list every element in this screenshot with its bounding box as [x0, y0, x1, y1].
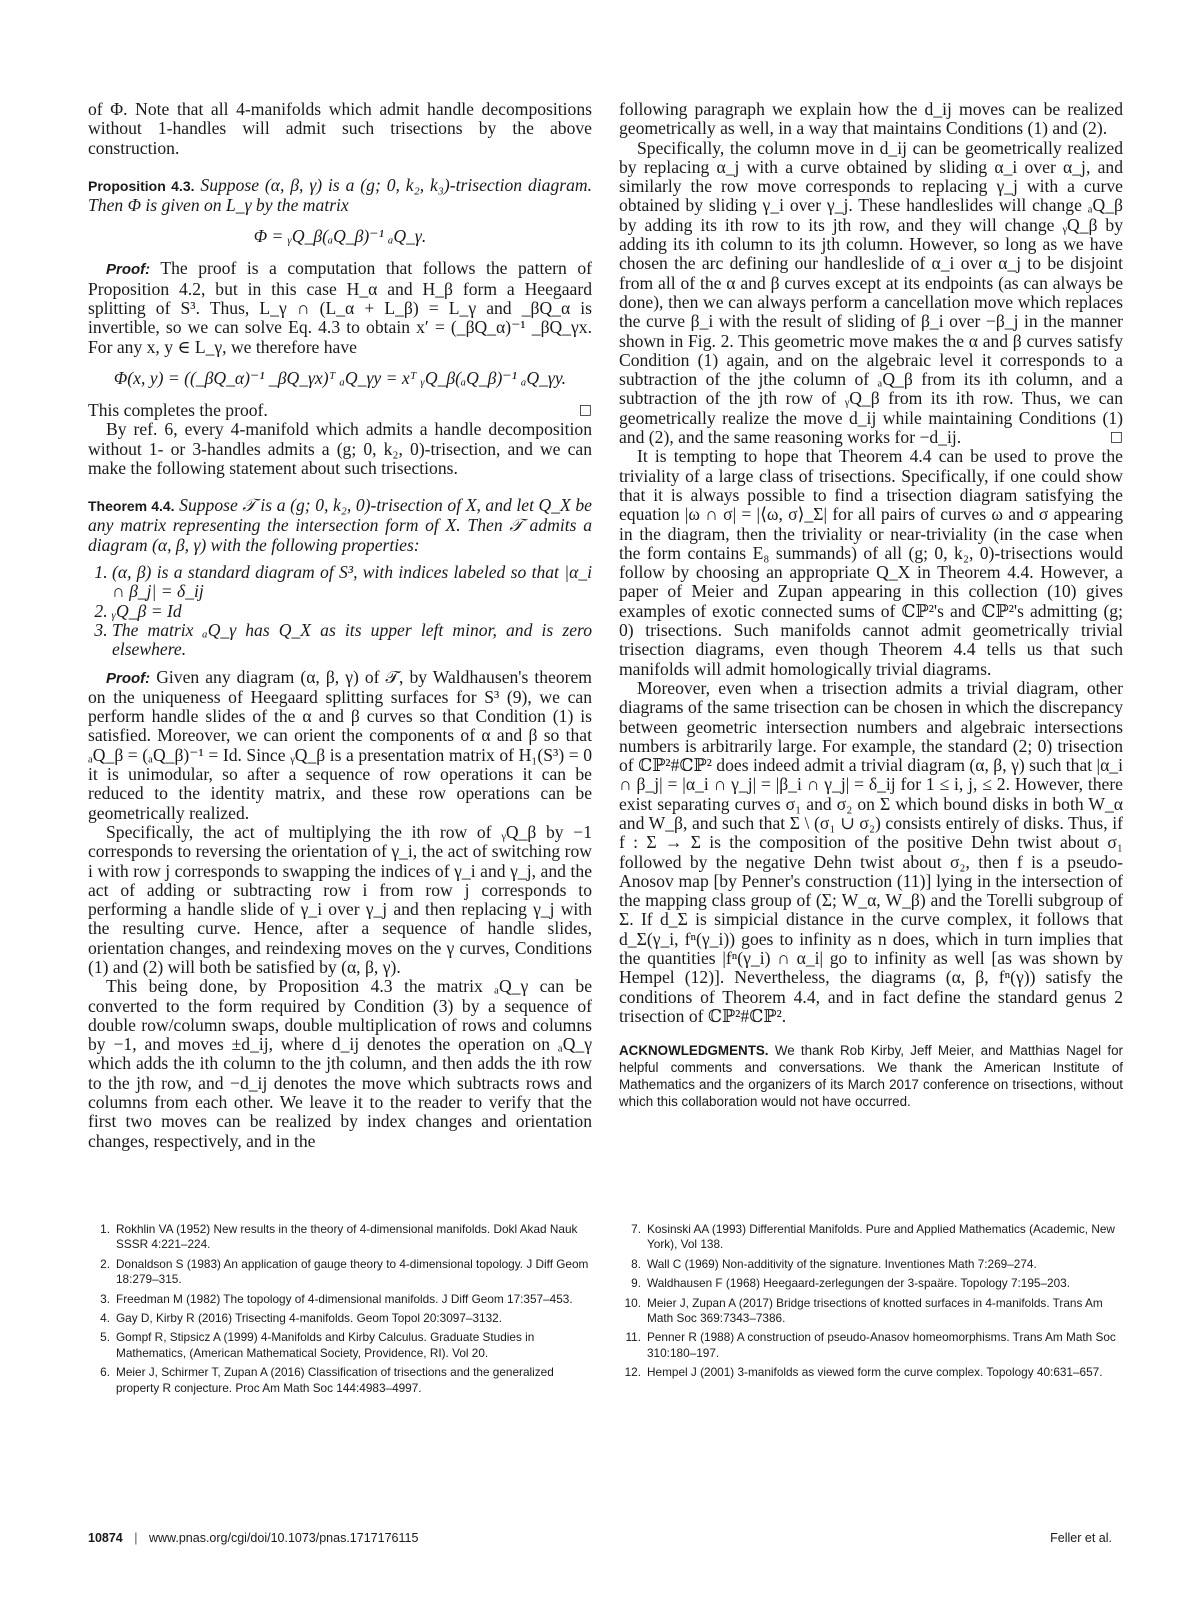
page-number: 10874 — [88, 1531, 123, 1545]
reference-item: 1. Rokhlin VA (1952) New results in the theory of 4-dimensional manifolds. Dokl Akad Nauk SSSR 4:221–224. — [100, 1222, 578, 1252]
proof-end-text: This completes the proof. — [88, 399, 268, 420]
list-item: 2. ᵧQ_β = Id — [112, 602, 592, 621]
right-column — [619, 100, 1123, 1110]
doi-link[interactable]: www.pnas.org/cgi/doi/10.1073/pnas.1717176115 — [148, 1531, 419, 1545]
footer-separator: | — [134, 1531, 138, 1545]
reference-item: 5. Gompf R, Stipsicz A (1999) 4-Manifolds and Kirby Calculus. Graduate Studies in Mathematics, (American Mathematical Society, Providence, RI). Vol 20. — [100, 1330, 535, 1360]
proof2-paragraph-1 — [88, 668, 592, 823]
proof-text: The proof is a computation that follows the pattern of Proposition 4.2, but in this case H_α and H_β form a Heegaard splitting of S³. Thus, L_γ ∩ (L_α + L_β) = L_γ and _βQ_α is invertible, so we can solve Eq. 4.3 to obtain x′ = (_βQ_α)⁻¹ _βQ_γx. For any x, y ∈ L_γ, we therefore have — [88, 258, 592, 357]
proof-paragraph — [88, 259, 592, 356]
proof-label: Proof: — [106, 669, 151, 687]
acknowledgments-label: ACKNOWLEDGMENTS. — [619, 1043, 769, 1059]
list-item: 3. The matrix ₐQ_γ has Q_X as its upper left minor, and is zero elsewhere. — [112, 621, 592, 660]
proposition-label: Proposition 4.3. — [88, 177, 195, 194]
proposition-equation: Φ = ᵧQ_β(ₐQ_β)⁻¹ ₐQ_γ. — [253, 226, 427, 247]
reference-item: 2. Donaldson S (1983) An application of gauge theory to 4-dimensional topology. J Diff Geom 18:279–315. — [100, 1256, 589, 1287]
references-left — [88, 1222, 592, 1400]
reference-item: 10. Meier J, Zupan A (2017) Bridge trisections of knotted surfaces in 4-manifolds. Trans Am Math Soc 369:7343–7386. — [624, 1295, 1103, 1326]
references-right — [619, 1222, 1123, 1385]
proof2-text-1: Given any diagram (α, β, γ) of 𝒯, by Waldhausen's theorem on the uniqueness of Heegaard splitting surfaces for S³ (9), we can perform handle slides of the α and β curves so that Condition (1) is satisfied. Moreover, we can orient the components of α and β so that ₐQ_β = (ₐQ_β)⁻¹ = Id. Since ᵧQ_β is a presentation matrix of H₁(S³) = 0 it is unimodular, so after a sequence of row operations it can be reduced to the identity matrix, and these row operations can be geometrically realized. — [88, 666, 592, 823]
proof2-paragraph-2: Specifically, the act of multiplying the ith row of ᵧQ_β by −1 corresponds to reversing the orientation of γ_i, the act of switching row i with row j corresponds to swapping the indices of γ_i and γ_j, and the act of adding or subtracting row i from row j corresponds to performing a handle slide of γ_i over γ_j and then replacing γ_j with the resulting curve. Hence, after a sequence of handle slides, orientation changes, and reindexing moves on the γ curves, Conditions (1) and (2) will both be satisfied by (α, β, γ). — [88, 821, 592, 977]
reference-item: 9. Waldhausen F (1968) Heegaard-zerlegungen der 3-spaäre. Topology 7:195–203. — [631, 1276, 1071, 1291]
acknowledgments — [619, 1042, 1123, 1110]
proof2-paragraph-3: This being done, by Proposition 4.3 the matrix ₐQ_γ can be converted to the form required by Condition (3) by a sequence of double row/column swaps, double multiplication of rows and columns by −1, and moves ±d_ij, where d_ij denotes the operation on ₐQ_γ which adds the ith column to the jth column, and then adds the ith row to the jth row, and −d_ij denotes the move which subtracts rows and columns from each other. We leave it to the reader to verify that the first two moves can be realized by index changes and orientation changes, respectively, and in the — [88, 976, 592, 1151]
theorem-4-4 — [88, 496, 592, 555]
proof-equation: Φ(x, y) = ((_βQ_α)⁻¹ _βQ_γx)ᵀ ₐQ_γy = xᵀ ᵧQ_β(ₐQ_β)⁻¹ ₐQ_γy. — [113, 367, 567, 388]
qed-symbol: □ — [1109, 429, 1123, 446]
reference-item: 4. Gay D, Kirby R (2016) Trisecting 4-manifolds. Geom Topol 20:3097–3132. — [100, 1311, 503, 1326]
reference-item: 12. Hempel J (2001) 3-manifolds as viewed form the curve complex. Topology 40:631–657. — [624, 1365, 1103, 1380]
qed-symbol: □ — [578, 401, 592, 418]
theorem-properties-list — [88, 563, 592, 659]
ref6-paragraph: By ref. 6, every 4-manifold which admits a handle decomposition without 1- or 3-handles admits a (g; 0, k₂, 0)-trisection, and we can make the following statement about such trisections. — [88, 419, 592, 478]
reference-item: 3. Freedman M (1982) The topology of 4-dimensional manifolds. J Diff Geom 17:357–453. — [100, 1291, 573, 1306]
specifically-text: Specifically, the column move in d_ij can be geometrically realized by replacing α_j with a curve obtained by sliding α_i over α_j, and similarly the row move corresponds to replacing γ_j with a curve obtained by sliding γ_i over γ_j. These handleslides will change ₐQ_β by adding its ith row to its jth row, and they will change ᵧQ_β by adding its ith column to its jth column. However, so long as we have chosen the arc defining our handleslide of α_i over α_j to be disjoint from all of the α and β curves except at its endpoints (as can always be done), then we can always perform a cancellation move which replaces the curve β_i with the result of sliding of β_i over −β_j in the manner shown in Fig. 2. This geometric move makes the α and β curves satisfy Condition (1) again, and on the algebraic level it corresponds to a subtraction of the jthe column of ₐQ_β from its ith column, and a subtraction of the jth row of ᵧQ_β from its ith row. Thus, we can geometrically realize the move d_ij while maintaining Conditions (1) and (2), and the same reasoning works for −d_ij. — [619, 137, 1123, 448]
footer-authors: Feller et al. — [1050, 1531, 1112, 1545]
reference-item: 7. Kosinski AA (1993) Differential Manifolds. Pure and Applied Mathematics (Academic, New York), Vol 138. — [631, 1222, 1115, 1252]
proposition-text: Suppose (α, β, γ) is a (g; 0, k₂, k₃)-trisection diagram. Then Φ is given on L_γ by the matrix — [88, 174, 592, 216]
moreover-paragraph: Moreover, even when a trisection admits a trivial diagram, other diagrams of the same trisection can be chosen in which the discrepancy between geometric intersection numbers and algebraic intersections numbers is arbitrarily large. For example, the standard (2; 0) trisection of ℂℙ²#ℂℙ² does indeed admit a trivial diagram (α, β, γ) such that |α_i ∩ β_j| = |α_i ∩ γ_j| = |β_i ∩ γ_j| = δ_ij for 1 ≤ i, j, ≤ 2. However, there exist separating curves σ₁ and σ₂ on Σ which bound disks in both W_α and W_β, and such that Σ \ (σ₁ ∪ σ₂) consists entirely of disks. Thus, if f : Σ → Σ is the composition of the positive Dehn twist about σ₁ followed by the negative Dehn twist about σ₂, then f is a pseudo-Anosov map [by Penner's construction (11)] lying in the intersection of the mapping class group of (Σ; W_α, W_β) and the Torelli subgroup of Σ. If d_Σ is simpicial distance in the curve complex, it follows that d_Σ(γ_i, fⁿ(γ_i)) goes to infinity as n does, which in turn implies that the quantities |fⁿ(γ_i) ∩ α_i| go to infinity as well [as was shown by Hempel (12)]. Nevertheless, the diagrams (α, β, fⁿ(γ)) satisfy the conditions of Theorem 4.4, and in fact define the standard genus 2 trisection of ℂℙ²#ℂℙ². — [619, 677, 1123, 1026]
list-item: 1. (α, β) is a standard diagram of S³, with indices labeled so that |α_i ∩ β_j| = δ_ij — [112, 563, 592, 602]
reference-item: 6. Meier J, Schirmer T, Zupan A (2016) Classification of trisections and the generalized property R conjecture. Proc Am Math Soc 144:4983–4997. — [100, 1365, 554, 1395]
acknowledgments-text: We thank Rob Kirby, Jeff Meier, and Matthias Nagel for helpful comments and conversations. We thank the American Institute of Mathematics and the organizers of its March 2017 conference on trisections, without which this collaboration would not have occurred. — [619, 1043, 1123, 1110]
intro-paragraph: of Φ. Note that all 4-manifolds which admit handle decompositions without 1-handles will admit such trisections by the above construction. — [88, 99, 592, 158]
proof-label: Proof: — [106, 261, 151, 279]
theorem-label: Theorem 4.4. — [88, 498, 175, 515]
left-column — [88, 100, 592, 1151]
continuation-paragraph: following paragraph we explain how the d_ij moves can be realized geometrically as well, in a way that maintains Conditions (1) and (2). — [619, 99, 1123, 139]
tempting-paragraph: It is tempting to hope that Theorem 4.4 can be used to prove the triviality of a large class of trisections. Specifically, if one could show that it is always possible to find a trisection diagram satisfying the equation |ω ∩ σ| = |⟨ω, σ⟩_Σ| for all pairs of curves ω and σ appearing in the diagram, then the triviality or near-triviality (in the case when the form contains E₈ summands) of all (g; 0, k₂, 0)-trisections would follow by choosing an appropriate Q_X in Theorem 4.4. However, a paper of Meier and Zupan appearing in this collection (10) gives examples of exotic connected sums of ℂℙ²'s and ℂℙ²'s admitting (g; 0) trisections. Such manifolds cannot admit geometrically trivial trisection diagrams, even though Theorem 4.4 tells us that such manifolds will admit homologically trivial diagrams. — [619, 446, 1123, 679]
proof-end — [88, 401, 592, 420]
proposition-4-3 — [88, 176, 592, 216]
theorem-text: Suppose 𝒯 is a (g; 0, k₂, 0)-trisection of X, and let Q_X be any matrix representing the intersection form of X. Then 𝒯 admits a diagram (α, β, γ) with the following properties: — [88, 495, 592, 555]
reference-item: 8. Wall C (1969) Non-additivity of the signature. Inventiones Math 7:269–274. — [631, 1256, 1037, 1271]
footer-left — [88, 1531, 418, 1545]
specifically-paragraph — [619, 139, 1123, 448]
reference-item: 11. Penner R (1988) A construction of pseudo-Anasov homeomorphisms. Trans Am Math Soc 310:180–197. — [625, 1330, 1116, 1360]
